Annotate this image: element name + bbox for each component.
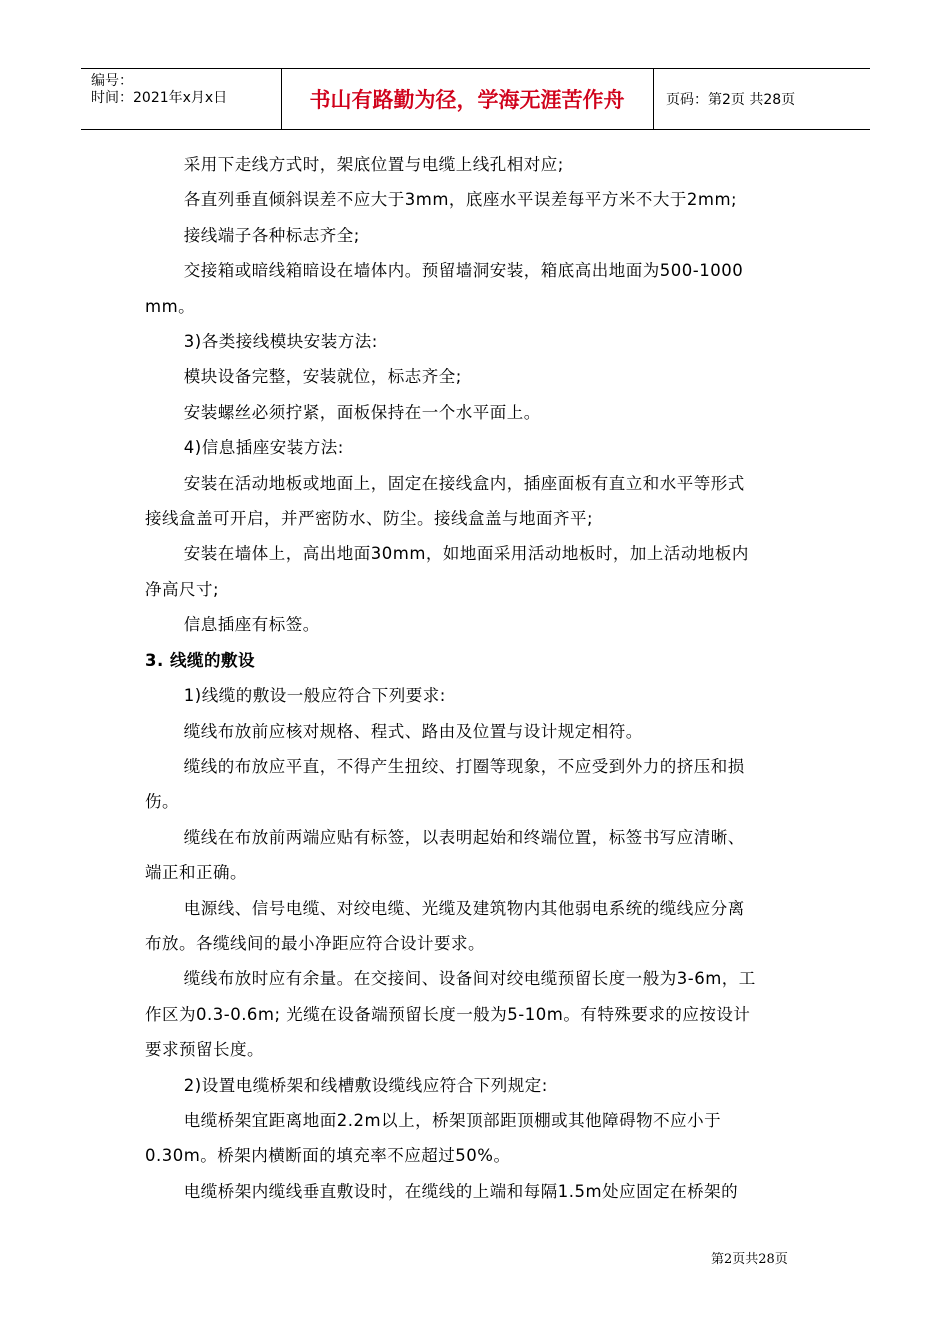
body-line: 采用下走线方式时，架底位置与电缆上线孔相对应;: [183, 155, 564, 174]
body-line: 电源线、信号电缆、对绞电缆、光缆及建筑物内其他弱电系统的缆线应分离: [183, 898, 745, 918]
body-line: 净高尺寸;: [145, 579, 220, 599]
section-heading: 3. 线缆的敷设: [145, 650, 255, 670]
body-line: 电缆桥架宜距离地面2.2m以上，桥架顶部距顶棚或其他障碍物不应小于: [183, 1110, 722, 1130]
body-line: 缆线布放前应核对规格、程式、路由及位置与设计规定相符。: [183, 721, 643, 741]
number-label: 编号：: [91, 73, 133, 89]
body-line: 缆线布放时应有余量。在交接间、设备间对绞电缆预留长度一般为3-6m，工: [183, 969, 756, 989]
body-line: 3)各类接线模块安装方法:: [183, 332, 378, 352]
body-line: 缆线的布放应平直，不得产生扭绞、打圈等现象，不应受到外力的挤压和损: [183, 756, 745, 776]
header-page-info: 页码：第2页 共28页: [666, 92, 796, 108]
page-footer: 第2页共28页: [711, 1252, 788, 1267]
body-line: 接线端子各种标志齐全;: [183, 225, 360, 245]
body-line: 安装在活动地板或地面上，固定在接线盒内，插座面板有直立和水平等形式: [183, 473, 745, 493]
time-label: 时间：2021年x月x日: [91, 90, 228, 106]
body-line: 作区为0.3-0.6m; 光缆在设备端预留长度一般为5-10m。有特殊要求的应按设计: [145, 1004, 751, 1024]
body-line: 缆线在布放前两端应贴有标签，以表明起始和终端位置，标签书写应清晰、: [183, 827, 745, 847]
body-line: 模块设备完整，安装就位，标志齐全;: [183, 367, 462, 387]
body-line: 电缆桥架内缆线垂直敷设时，在缆线的上端和每隔1.5m处应固定在桥架的: [183, 1181, 739, 1201]
body-line: 4)信息插座安装方法:: [183, 438, 344, 458]
body-line: 布放。各缆线间的最小净距应符合设计要求。: [145, 933, 485, 953]
body-line: 伤。: [145, 792, 179, 812]
body-line: 安装在墙体上，高出地面30mm，如地面采用活动地板时，加上活动地板内: [183, 544, 749, 564]
body-line: 接线盒盖可开启，并严密防水、防尘。接线盒盖与地面齐平;: [145, 509, 594, 529]
body-line: 1)线缆的敷设一般应符合下列要求:: [183, 686, 446, 706]
body-line: 2)设置电缆桥架和线槽敷设缆线应符合下列规定:: [183, 1075, 548, 1095]
header-meta: [81, 69, 282, 129]
document-body: [145, 147, 810, 1209]
body-line: 信息插座有标签。: [183, 615, 320, 635]
header-motto: 书山有路勤为径，学海无涯苦作舟: [281, 69, 654, 129]
body-line: 端正和正确。: [145, 863, 247, 883]
body-line: 要求预留长度。: [145, 1040, 264, 1060]
body-line: 安装螺丝必须拧紧，面板保持在一个水平面上。: [183, 402, 541, 422]
page-header: [81, 68, 870, 130]
body-line: 各直列垂直倾斜误差不应大于3mm，底座水平误差每平方米不大于2mm;: [183, 190, 738, 210]
body-line: mm。: [145, 296, 196, 316]
body-line: 交接箱或暗线箱暗设在墙体内。预留墙洞安装，箱底高出地面为500-1000: [183, 261, 744, 281]
body-line: 0.30m。桥架内横断面的填充率不应超过50%。: [145, 1146, 511, 1166]
